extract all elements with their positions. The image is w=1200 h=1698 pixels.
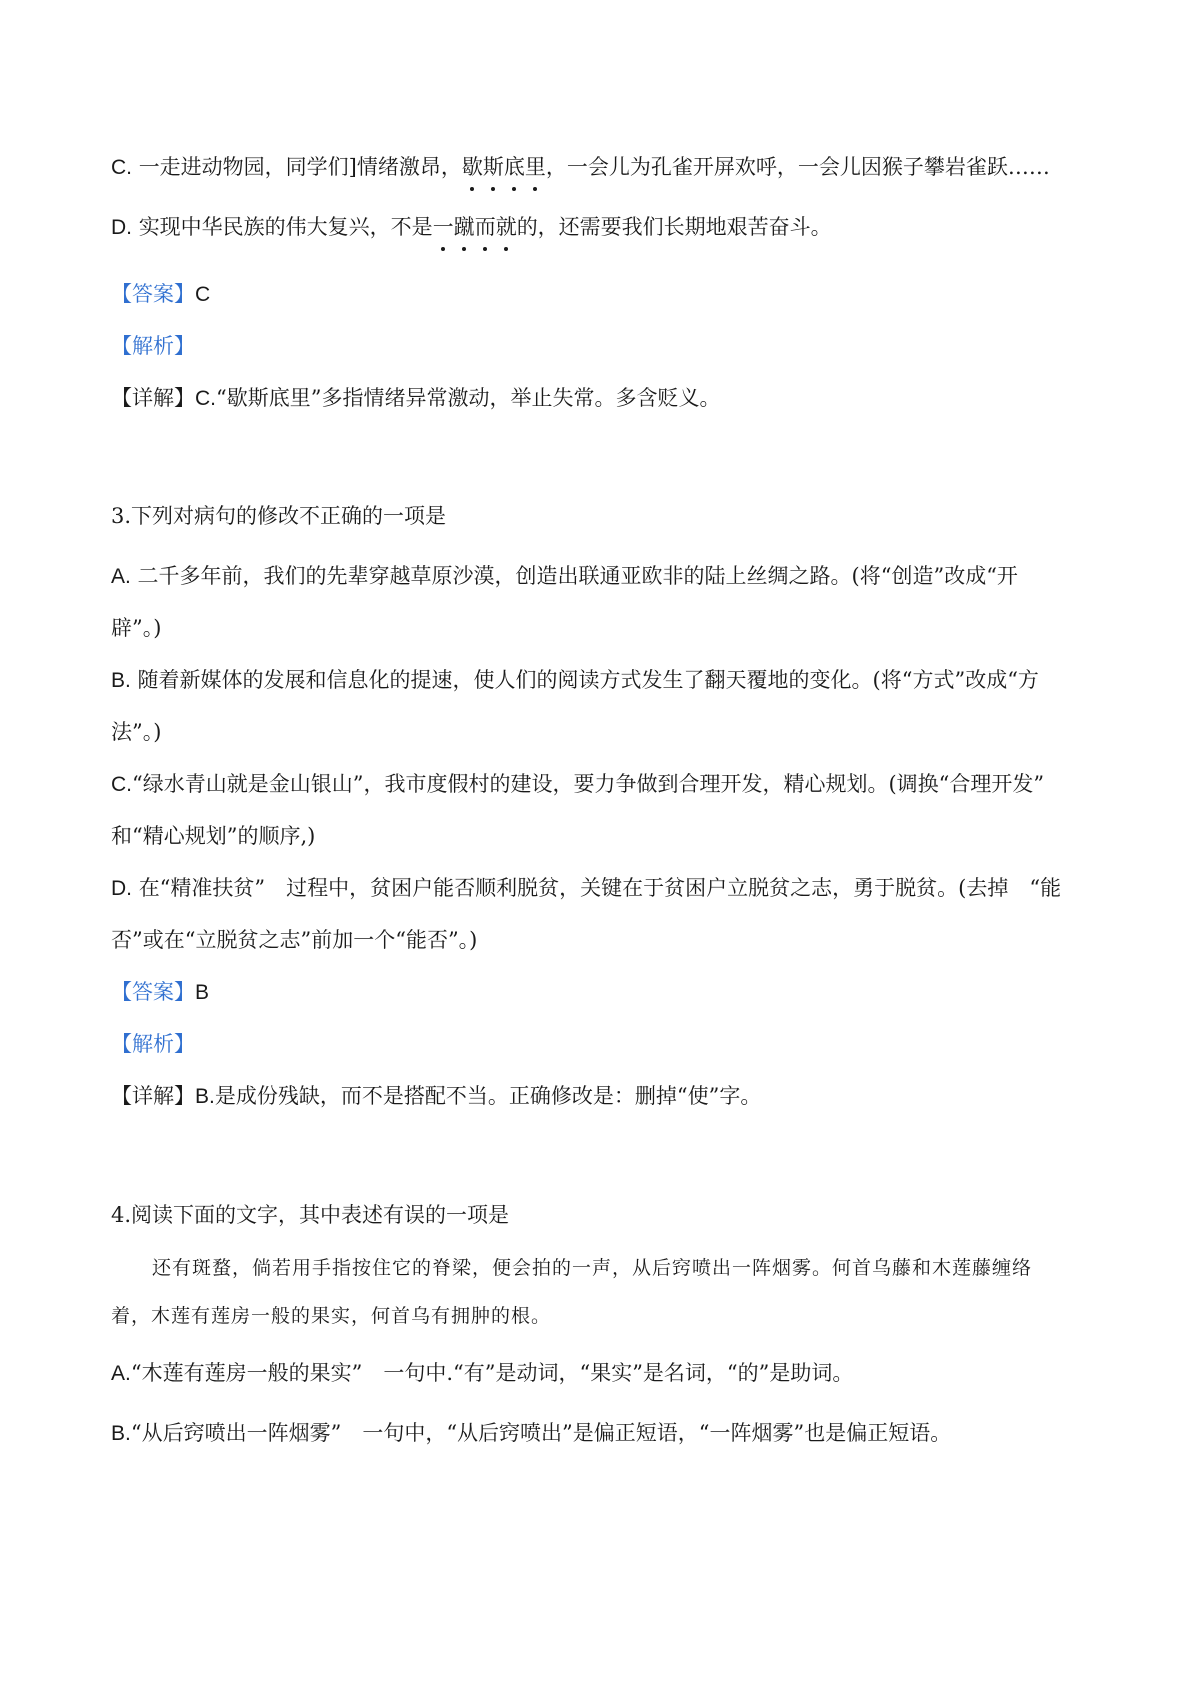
q3-option-c-line2 [111,821,1100,851]
option-label: B. [111,669,131,692]
q2-detail [111,383,1100,414]
option-label: D. [111,877,132,900]
option-text: 辟”。) [111,616,162,640]
passage-text: 着，木莲有莲房一般的果实，何首乌有拥肿的根。 [111,1305,552,1327]
q2-answer [111,279,1100,310]
emphasis-char: 就 [496,212,517,242]
passage-text: 还有斑蝥，倘若用手指按住它的脊梁，便会拍的一声，从后窍喷出一阵烟雾。何首乌藤和木莲藤缠络 [152,1257,1033,1279]
detail-text: 是成份残缺，而不是搭配不当。正确修改是：删掉“使”字。 [214,1084,762,1108]
option-text-pre: 一走进动物园，同学们]情绪激昂， [138,155,462,179]
emphasis-char: 底 [504,152,525,182]
emphasis-char: 歇 [462,152,483,182]
emphasis-char: 蹴 [454,212,475,242]
question-title: 3.下列对病句的修改不正确的一项是 [111,504,447,528]
q3-option-d-line2 [111,925,1100,955]
answer-tag: 【答案】 [111,980,195,1004]
option-label: D. [111,216,132,239]
emphasis-char: 而 [475,212,496,242]
q3-option-d-line1 [111,873,1100,904]
answer-value: C [195,283,211,306]
option-text: “从后窍喷出一阵烟雾” 一句中，“从后窍喷出”是偏正短语，“一阵烟雾”也是偏正短语。 [130,1421,952,1445]
option-text-pre: 实现中华民族的伟大复兴，不是 [138,215,433,239]
option-text: 在“精准扶贫” 过程中，贫困户能否顺利脱贫，关键在于贫困户立脱贫之志，勇于脱贫。(去掉 “能 [138,876,1062,900]
q4-title [111,1200,1100,1230]
option-label: A. [111,1362,131,1385]
q3-option-a-line2 [111,613,1100,643]
q4-option-b [111,1418,1100,1449]
option-text: 法”。) [111,720,162,744]
option-text: 随着新媒体的发展和信息化的提速，使人们的阅读方式发生了翻天覆地的变化。(将“方式”改成“方 [137,668,1039,692]
option-text: “绿水青山就是金山银山”，我市度假村的建设，要力争做到合理开发，精心规划。(调换“合理开发” [132,772,1045,796]
option-label: C. [111,773,132,796]
q2-analysis [111,331,1100,361]
emphasis-char: 一 [433,212,454,242]
q3-title [111,501,1100,531]
detail-label: B. [195,1085,215,1108]
detail-text: “歇斯底里”多指情绪异常激动，举止失常。多含贬义。 [216,386,721,410]
q3-option-c-line1 [111,769,1100,800]
option-label: C. [111,156,132,179]
question-title: 4.阅读下面的文字，其中表述有误的一项是 [111,1203,510,1227]
option-text: 否”或在“立脱贫之志”前加一个“能否”。) [111,928,478,952]
emphasis-char: 里 [525,152,546,182]
q3-option-b-line1 [111,665,1100,696]
q3-detail [111,1081,1100,1112]
detail-label: C. [195,387,216,410]
detail-tag: 【详解】 [111,1084,195,1108]
option-text: 和“精心规划”的顺序,) [111,824,316,848]
q3-option-b-line2 [111,717,1100,747]
q3-analysis [111,1029,1100,1059]
option-text: 二千多年前，我们的先辈穿越草原沙漠，创造出联通亚欧非的陆上丝绸之路。(将“创造”改成“开 [137,564,1018,588]
option-text-post: ，一会儿为孔雀开屏欢呼，一会儿因猴子攀岩雀跃…… [545,155,1050,179]
emphasis-char: 斯 [483,152,504,182]
detail-tag: 【详解】 [111,386,195,410]
option-label: A. [111,565,131,588]
q2-option-d [111,212,1100,243]
option-label: B. [111,1422,131,1445]
answer-value: B [195,981,210,1004]
analysis-tag: 【解析】 [111,1032,195,1056]
option-text: “木莲有莲房一般的果实” 一句中.“有”是动词，“果实”是名词，“的”是助词。 [130,1361,854,1385]
q4-passage-line2 [111,1301,1100,1331]
analysis-tag: 【解析】 [111,334,195,358]
q3-answer [111,977,1100,1008]
q4-option-a [111,1358,1100,1389]
answer-tag: 【答案】 [111,282,195,306]
q3-option-a-line1 [111,561,1100,592]
option-text-post: 的，还需要我们长期地艰苦奋斗。 [516,215,832,239]
q4-passage-line1 [152,1253,1100,1283]
q2-option-c [111,152,1100,183]
